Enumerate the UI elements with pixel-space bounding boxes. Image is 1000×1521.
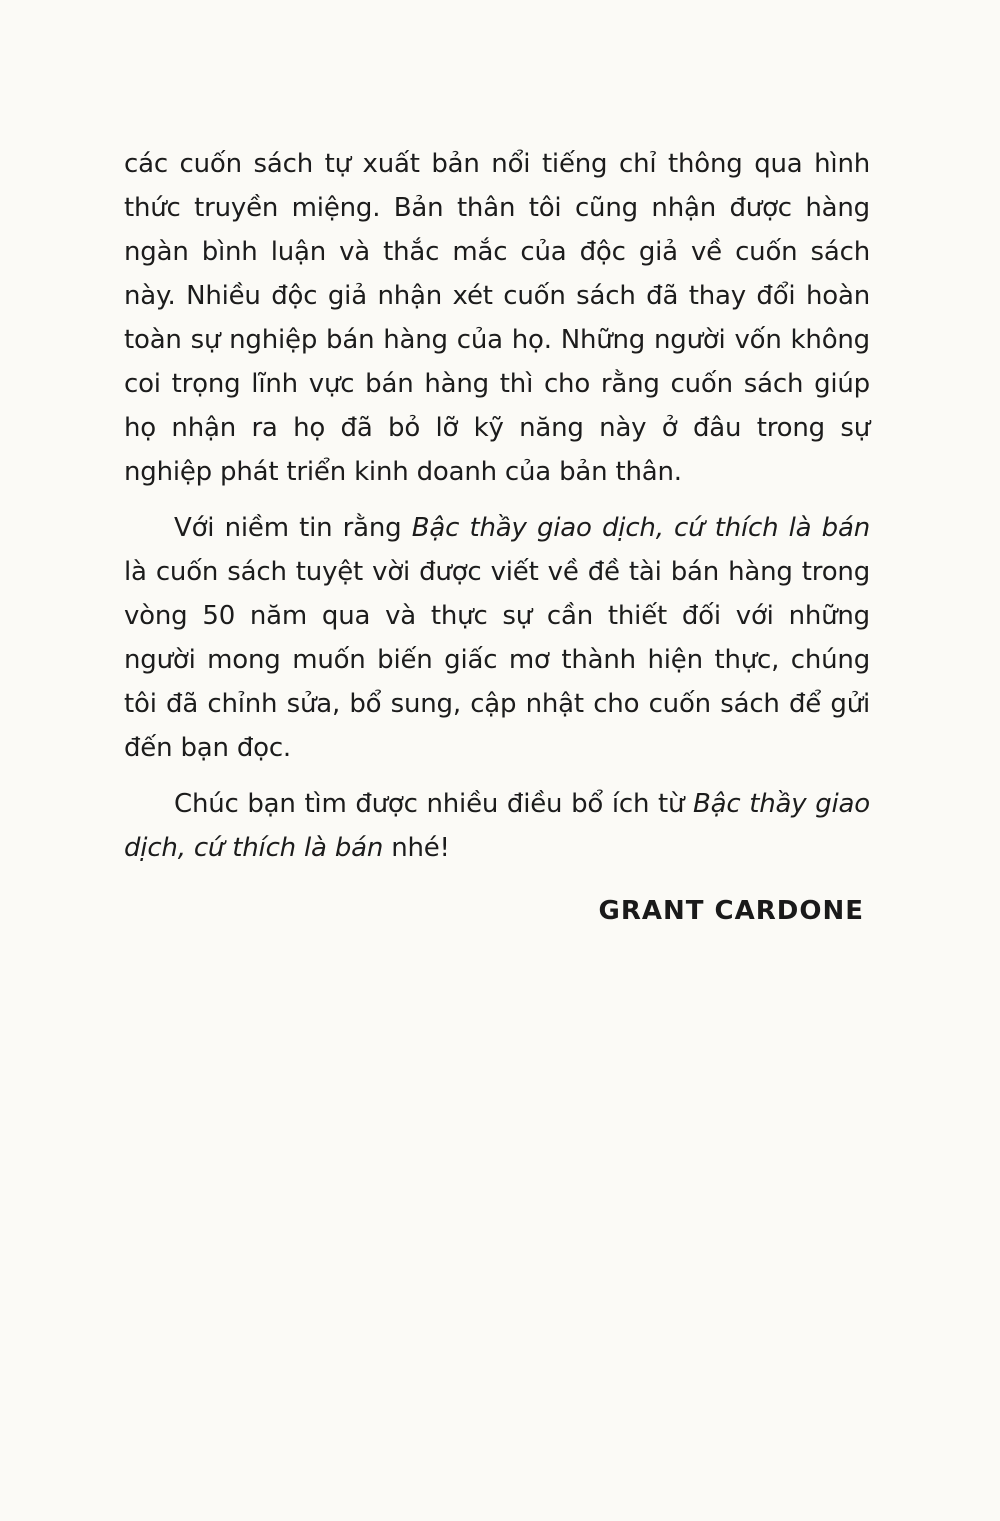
book-title-italic: Bậc thầy giao dịch, cứ thích là bán	[411, 513, 870, 543]
paragraph-3-rest: nhé!	[383, 833, 450, 863]
paragraph-2-lead: Với niềm tin rằng	[174, 513, 412, 543]
paragraph-3-lead: Chúc bạn tìm được nhiều điều bổ ích từ	[174, 789, 694, 819]
paragraph-1: các cuốn sách tự xuất bản nổi tiếng chỉ thông qua hình thức truyền miệng. Bản thân tôi cũng nhận được hàng ngàn bình luận và thắc mắc của độc giả về cuốn sách này. Nhiều độc giả nhận xét cuốn sách đã thay đổi hoàn toàn sự nghiệp bán hàng của họ. Những người vốn không coi trọng lĩnh vực bán hàng thì cho rằng cuốn sách giúp họ nhận ra họ đã bỏ lỡ kỹ năng này ở đâu trong sự nghiệp phát triển kinh doanh của bản thân.	[124, 149, 870, 487]
paragraph-3	[124, 782, 870, 870]
paragraph-2	[124, 506, 870, 770]
body-text	[124, 142, 870, 870]
paragraph-2-rest: là cuốn sách tuyệt vời được viết về đề tài bán hàng trong vòng 50 năm qua và thực sự cần thiết đối với những người mong muốn biến giấc mơ thành hiện thực, chúng tôi đã chỉnh sửa, bổ sung, cập nhật cho cuốn sách để gửi đến bạn đọc.	[124, 557, 870, 763]
book-title-italic: Bậc thầy giao dịch, cứ thích là bán	[124, 789, 870, 863]
author-signature: GRANT CARDONE	[598, 896, 864, 926]
